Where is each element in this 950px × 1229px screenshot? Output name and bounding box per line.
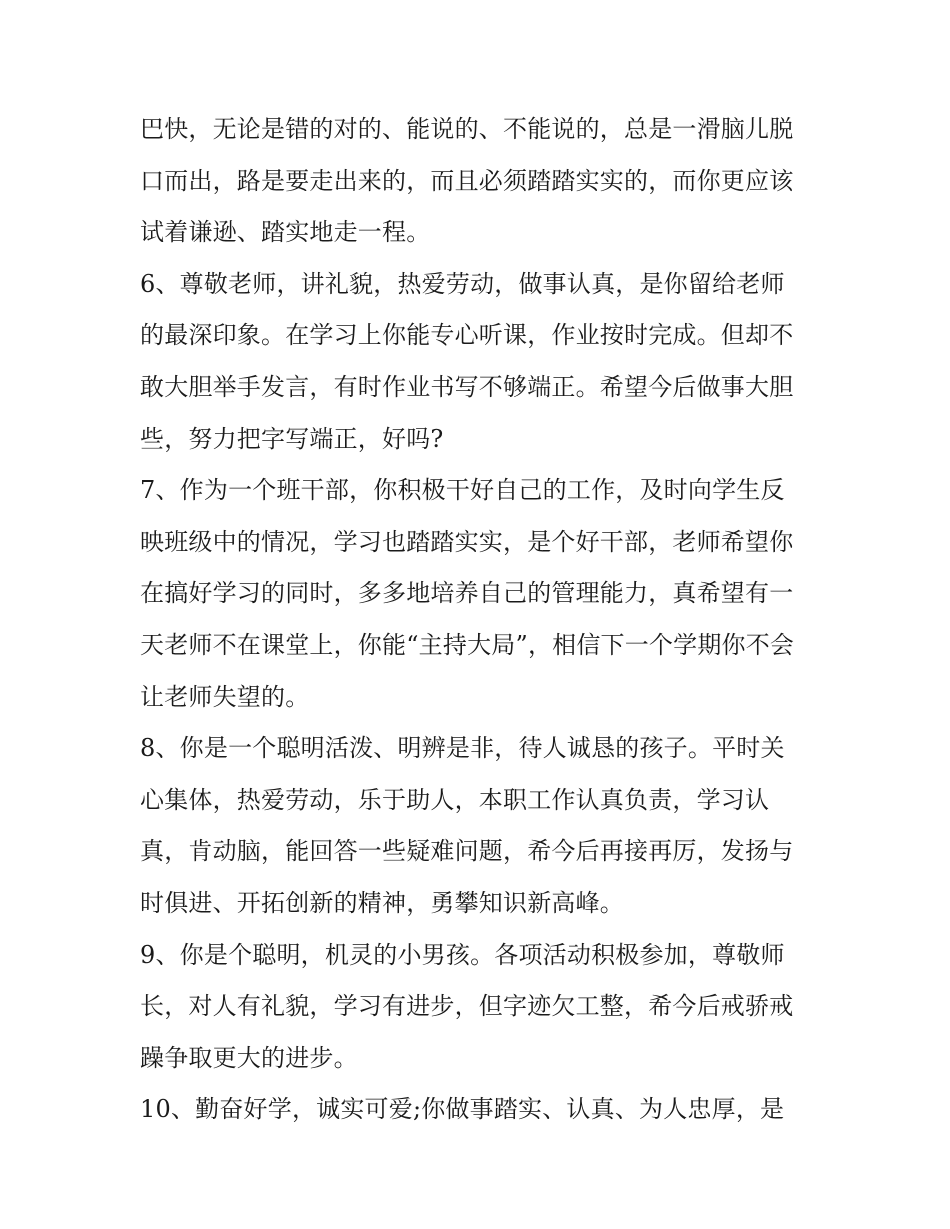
text-line: 心集体，热爱劳动，乐于助人，本职工作认真负责，学习认	[140, 785, 770, 814]
text-line: 试着谦逊、踏实地走一程。	[140, 218, 431, 247]
text-line: 在搞好学习的同时，多多地培养自己的管理能力，真希望有一	[140, 579, 794, 608]
text-line: 真，肯动脑，能回答一些疑难问题，希今后再接再厉，发扬与	[140, 837, 794, 866]
text-line: 的最深印象。在学习上你能专心听课，作业按时完成。但却不	[140, 321, 794, 350]
text-line: 天老师不在课堂上，你能“主持大局”，相信下一个学期你不会	[140, 630, 795, 659]
text-line: 让老师失望的。	[140, 682, 310, 711]
text-line: 映班级中的情况，学习也踏踏实实，是个好干部，老师希望你	[140, 527, 794, 556]
document-body	[140, 104, 820, 1136]
text-line: 时俱进、开拓创新的精神，勇攀知识新高峰。	[140, 888, 624, 917]
text-line: 口而出，路是要走出来的，而且必须踏踏实实的，而你更应该	[140, 166, 794, 195]
text-line: 长，对人有礼貌，学习有进步，但字迹欠工整，希今后戒骄戒	[140, 992, 794, 1021]
text-line: 敢大胆举手发言，有时作业书写不够端正。希望今后做事大胆	[140, 372, 794, 401]
text-line: 7、作为一个班干部，你积极干好自己的工作，及时向学生反	[140, 476, 785, 505]
text-line: 10、勤奋好学，诚实可爱;你做事踏实、认真、为人忠厚，是	[140, 1095, 785, 1124]
text-line: 8、你是一个聪明活泼、明辨是非，待人诚恳的孩子。平时关	[140, 734, 785, 763]
text-line: 些，努力把字写端正，好吗?	[140, 424, 444, 453]
text-line: 9、你是个聪明，机灵的小男孩。各项活动积极参加，尊敬师	[140, 940, 785, 969]
text-line: 6、尊敬老师，讲礼貌，热爱劳动，做事认真，是你留给老师	[140, 269, 785, 298]
text-line: 巴快，无论是错的对的、能说的、不能说的，总是一滑脑儿脱	[140, 115, 794, 143]
text-line: 躁争取更大的进步。	[140, 1043, 358, 1072]
